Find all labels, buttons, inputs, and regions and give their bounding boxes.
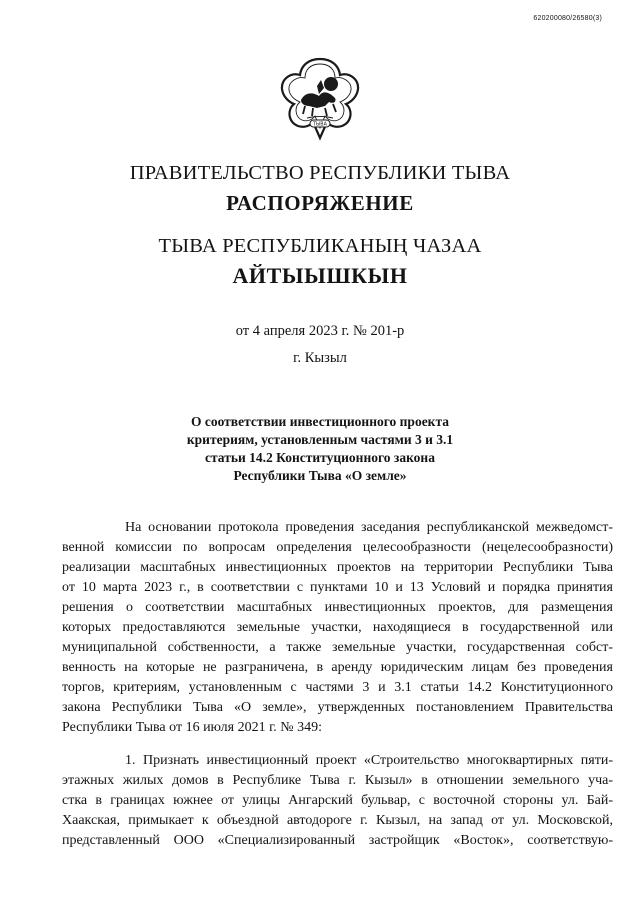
text-line: представленный ООО «Специализированный застройщик «Восток», соответствую-: [62, 833, 613, 848]
document-type-tuvan: АЙТЫЫШКЫН: [232, 263, 408, 288]
document-type: РАСПОРЯЖЕНИЕ: [226, 191, 414, 215]
subject-line: статьи 14.2 Конституционного закона: [205, 450, 435, 465]
text-line: решения о соответствии масштабных инвестиционных проектов, для размещения: [62, 600, 613, 615]
text-line: стка в границах южнее от улицы Ангарский бульвар, с восточной стороны ул. Бай-: [62, 793, 613, 808]
text-line: торгов, критериям, установленным с частями 3 и 3.1 статьи 14.2 Конституционного: [62, 680, 613, 695]
government-title-tuvan: ТЫВА РЕСПУБЛИКАНЫҢ ЧАЗАА: [158, 235, 482, 257]
document-date-number: от 4 апреля 2023 г. № 201-р: [235, 323, 405, 339]
document-subject: [0, 413, 640, 485]
text-line: реализации масштабных инвестиционных проектов на территории Республики Тыва: [62, 560, 613, 575]
subject-line: О соответствии инвестиционного проекта: [190, 414, 450, 429]
text-line: от 10 марта 2023 г., в соответствии с пунктами 10 и 13 Условий и порядка принятия: [62, 580, 613, 595]
government-title: ПРАВИТЕЛЬСТВО РЕСПУБЛИКИ ТЫВА: [129, 162, 511, 184]
text-line: муниципальной собственности, а также земельные участки, государственная собст-: [62, 640, 613, 655]
text-line: Хаакская, примыкает к объездной автодороге г. Кызыл, на запад от ул. Московской,: [62, 813, 613, 828]
subject-line: Республики Тыва «О земле»: [233, 468, 407, 483]
text-line: На основании протокола проведения заседания республиканской межведомст-: [125, 520, 613, 535]
document-city: г. Кызыл: [293, 350, 347, 366]
document-id: 620200080/26580(3): [533, 15, 602, 22]
text-line: которых предоставляются земельные участки, находящиеся в государственной или: [62, 620, 613, 635]
text-line: этажных жилых домов в Республике Тыва г. Кызыл» в отношении земельного уча-: [62, 773, 613, 788]
preamble-paragraph: [62, 518, 613, 738]
text-line: закона Республики Тыва «О земле», утвержденных постановлением Правительства: [62, 700, 613, 715]
text-line: 1. Признать инвестиционный проект «Строительство многоквартирных пяти-: [125, 753, 613, 768]
subject-line: критериям, установленным частями 3 и 3.1: [186, 432, 454, 447]
svg-text:ТЫВА: ТЫВА: [313, 122, 327, 128]
item-1-paragraph: [62, 751, 613, 851]
text-line: Республики Тыва от 16 июля 2021 г. № 349:: [62, 720, 323, 735]
text-line: венной комиссии по вопросам определения целесообразности (нецелесообразности): [62, 540, 613, 555]
text-line: венность на которые не разграничена, в аренду юридическим лицам без проведения: [62, 660, 613, 675]
tuva-coat-of-arms-icon: [279, 56, 361, 142]
